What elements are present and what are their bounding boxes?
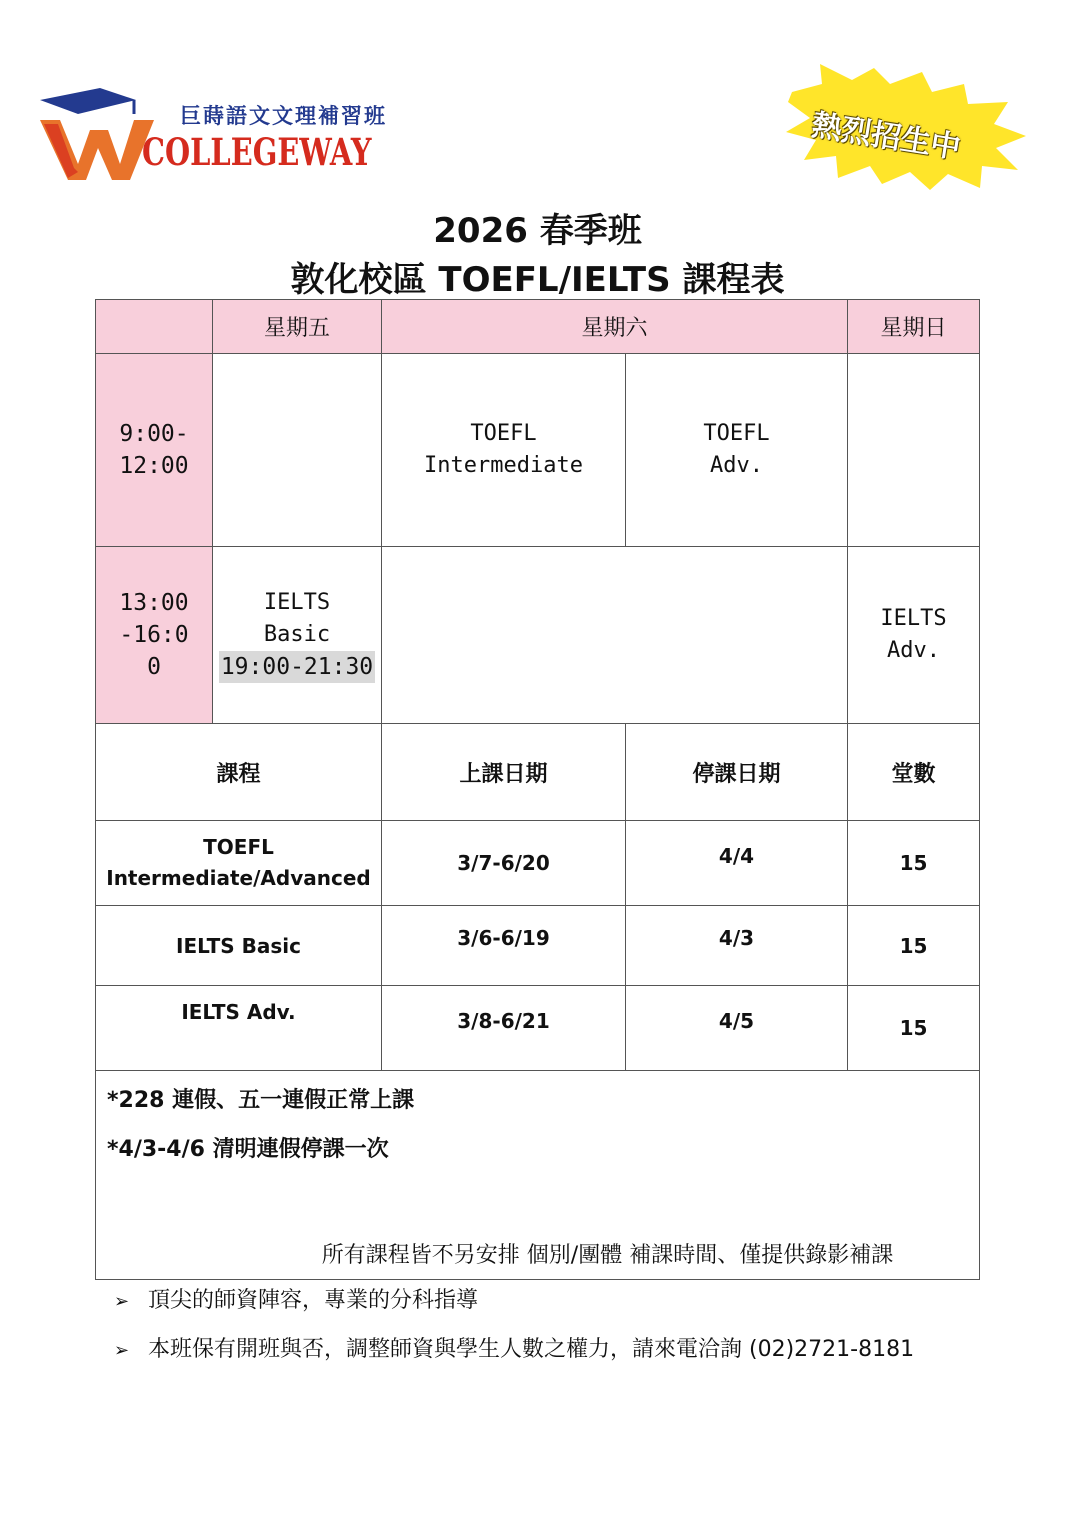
course-row-3-count: 15 bbox=[899, 1016, 928, 1040]
collegeway-logo bbox=[38, 86, 387, 186]
day-header-saturday: 星期六 bbox=[581, 316, 648, 341]
grid-line bbox=[96, 546, 213, 547]
time-slot-afternoon-label: 13:00-16:00 bbox=[119, 590, 189, 680]
course-row-2-off: 4/3 bbox=[718, 926, 755, 950]
course-row-3-name: IELTS Adv. bbox=[181, 1000, 296, 1024]
slot-sat-toefl-adv bbox=[626, 354, 847, 546]
grid-line bbox=[847, 300, 848, 1071]
course-row-1-dates: 3/7-6/20 bbox=[457, 851, 550, 875]
course-row-2-name: IELTS Basic bbox=[176, 933, 301, 958]
grid-line bbox=[213, 546, 979, 547]
course-row-1-name bbox=[96, 821, 381, 905]
course-row-3-dates: 3/8-6/21 bbox=[457, 1009, 550, 1033]
slot-fri-ielts-basic bbox=[213, 547, 381, 723]
logo-chinese-name: 巨蒔語文文理補習班 bbox=[180, 103, 387, 128]
time-slot-morning bbox=[96, 354, 212, 546]
day-header-friday: 星期五 bbox=[263, 316, 330, 341]
enrollment-badge bbox=[782, 62, 1032, 192]
logo-english-name: COLLEGEWAY bbox=[142, 130, 372, 174]
col-header-count: 堂數 bbox=[891, 761, 936, 787]
course-row-3-off: 4/5 bbox=[718, 1009, 755, 1033]
course-row-2-count: 15 bbox=[899, 933, 928, 958]
course-name-line1: TOEFL bbox=[203, 835, 274, 859]
slot-level: Adv. bbox=[887, 638, 940, 663]
course-row-1-off: 4/4 bbox=[718, 844, 755, 868]
bullet-item-teachers bbox=[114, 1283, 478, 1314]
slot-special-time: 19:00-21:30 bbox=[219, 651, 375, 683]
arrow-bullet-icon: ➢ bbox=[114, 1291, 130, 1312]
course-row-1-count: 15 bbox=[899, 851, 928, 875]
slot-course: TOEFL bbox=[703, 421, 770, 446]
makeup-policy-text: 所有課程皆不另安排 個別/團體 補課時間、僅提供錄影補課 bbox=[321, 1243, 894, 1268]
makeup-policy-notice bbox=[96, 1238, 979, 1269]
grid-line bbox=[212, 300, 213, 724]
schedule-table bbox=[95, 299, 980, 1280]
slot-course: TOEFL bbox=[470, 421, 537, 446]
slot-course: IELTS bbox=[880, 606, 947, 631]
arrow-bullet-icon: ➢ bbox=[114, 1340, 130, 1361]
page-title-line1: 2026 春季班 bbox=[433, 211, 642, 251]
note-qingming-break: *4/3-4/6 清明連假停課一次 bbox=[107, 1137, 389, 1162]
slot-level: Intermediate bbox=[424, 453, 583, 478]
page-title-line2: 敦化校區 TOEFL/IELTS 課程表 bbox=[290, 260, 785, 300]
enrollment-badge-text: 熱烈招生中 bbox=[809, 107, 963, 166]
bullet-item-rights bbox=[114, 1332, 914, 1363]
bullet-text: 頂尖的師資陣容，專業的分科指導 bbox=[148, 1288, 479, 1313]
day-header-sunday: 星期日 bbox=[880, 316, 947, 341]
grid-line bbox=[625, 353, 626, 547]
col-header-dates: 上課日期 bbox=[459, 761, 548, 787]
grid-line bbox=[625, 723, 626, 1071]
slot-sun-ielts-adv bbox=[848, 547, 979, 723]
note-holiday-classes: *228 連假、五一連假正常上課 bbox=[107, 1088, 415, 1113]
time-slot-morning-label: 9:00-12:00 bbox=[119, 421, 189, 479]
slot-course: IELTS bbox=[263, 590, 331, 615]
course-name-line2: Intermediate/Advanced bbox=[106, 866, 371, 890]
time-slot-afternoon bbox=[96, 547, 212, 723]
slot-level: Adv. bbox=[710, 453, 763, 478]
bullet-text: 本班保有開班與否，調整師資與學生人數之權力，請來電洽詢 (02)2721-8181 bbox=[148, 1337, 915, 1362]
course-row-2-dates: 3/6-6/19 bbox=[457, 926, 550, 950]
col-header-course: 課程 bbox=[216, 761, 261, 787]
col-header-off-dates: 停課日期 bbox=[692, 761, 781, 787]
slot-sat-toefl-intermediate bbox=[382, 354, 625, 546]
grid-line bbox=[381, 300, 382, 1071]
slot-level: Basic bbox=[263, 622, 331, 647]
